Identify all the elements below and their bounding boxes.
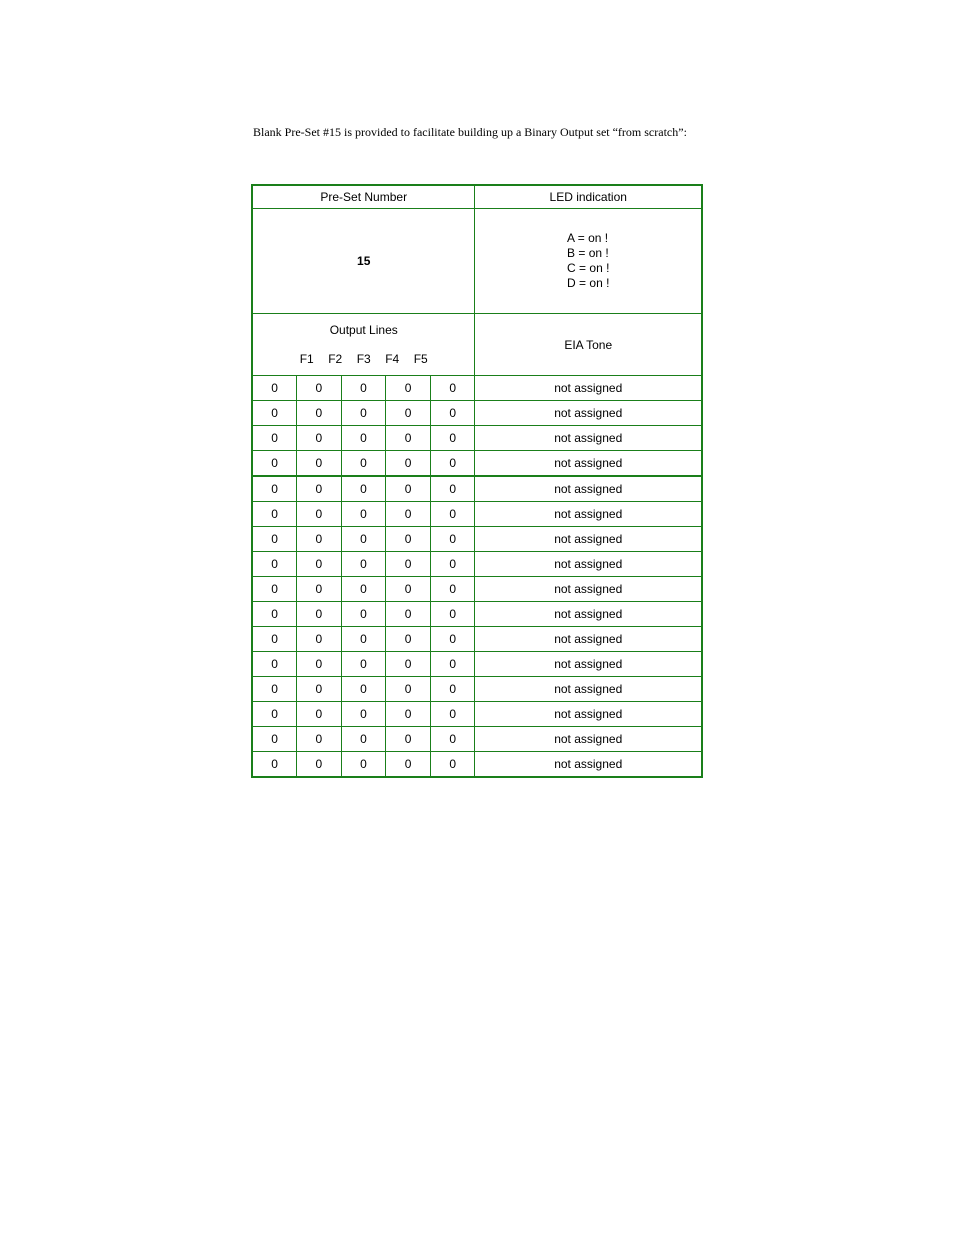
f4-value: 0 xyxy=(386,577,431,602)
f3-value: 0 xyxy=(341,752,386,778)
led-line: A = on ! xyxy=(567,231,609,245)
f4-value: 0 xyxy=(386,476,431,502)
eia-tone-value: not assigned xyxy=(475,577,702,602)
f-labels xyxy=(253,352,474,366)
f2-value: 0 xyxy=(297,552,342,577)
preset-number-header: Pre-Set Number xyxy=(252,185,475,209)
table-row xyxy=(252,702,702,727)
f4-value: 0 xyxy=(386,401,431,426)
eia-tone-value: not assigned xyxy=(475,702,702,727)
f3-value: 0 xyxy=(341,602,386,627)
header-row xyxy=(252,185,702,209)
f1-value: 0 xyxy=(252,702,297,727)
eia-tone-value: not assigned xyxy=(475,602,702,627)
eia-tone-value: not assigned xyxy=(475,451,702,477)
table-row xyxy=(252,451,702,477)
f3-value: 0 xyxy=(341,577,386,602)
table-row xyxy=(252,727,702,752)
table-row xyxy=(252,527,702,552)
preset-row xyxy=(252,209,702,314)
f1-value: 0 xyxy=(252,476,297,502)
eia-tone-value: not assigned xyxy=(475,677,702,702)
output-lines-label: Output Lines xyxy=(329,323,398,337)
f2-value: 0 xyxy=(297,426,342,451)
f5-value: 0 xyxy=(430,752,475,778)
output-lines-cell xyxy=(252,314,475,376)
f2-value: 0 xyxy=(297,502,342,527)
f5-value: 0 xyxy=(430,552,475,577)
f1-value: 0 xyxy=(252,426,297,451)
f3-value: 0 xyxy=(341,376,386,401)
f-label: F2 xyxy=(328,352,343,366)
eia-tone-value: not assigned xyxy=(475,401,702,426)
f2-value: 0 xyxy=(297,627,342,652)
f5-value: 0 xyxy=(430,677,475,702)
table-row xyxy=(252,627,702,652)
f1-value: 0 xyxy=(252,552,297,577)
f2-value: 0 xyxy=(297,401,342,426)
f1-value: 0 xyxy=(252,652,297,677)
f4-value: 0 xyxy=(386,677,431,702)
table-row xyxy=(252,376,702,401)
f4-value: 0 xyxy=(386,552,431,577)
eia-tone-value: not assigned xyxy=(475,426,702,451)
f2-value: 0 xyxy=(297,577,342,602)
output-lines-row xyxy=(252,314,702,376)
f5-value: 0 xyxy=(430,426,475,451)
f5-value: 0 xyxy=(430,401,475,426)
f3-value: 0 xyxy=(341,527,386,552)
f3-value: 0 xyxy=(341,552,386,577)
led-indication-header: LED indication xyxy=(475,185,702,209)
f-label: F1 xyxy=(299,352,314,366)
f2-value: 0 xyxy=(297,652,342,677)
f5-value: 0 xyxy=(430,702,475,727)
f5-value: 0 xyxy=(430,577,475,602)
table-row xyxy=(252,401,702,426)
table-row xyxy=(252,652,702,677)
f2-value: 0 xyxy=(297,476,342,502)
f5-value: 0 xyxy=(430,376,475,401)
f3-value: 0 xyxy=(341,476,386,502)
led-line: B = on ! xyxy=(567,246,609,260)
f4-value: 0 xyxy=(386,426,431,451)
eia-tone-value: not assigned xyxy=(475,527,702,552)
f3-value: 0 xyxy=(341,627,386,652)
eia-tone-value: not assigned xyxy=(475,376,702,401)
f3-value: 0 xyxy=(341,401,386,426)
f2-value: 0 xyxy=(297,527,342,552)
f1-value: 0 xyxy=(252,627,297,652)
f5-value: 0 xyxy=(430,476,475,502)
led-line: C = on ! xyxy=(567,261,610,275)
f3-value: 0 xyxy=(341,451,386,477)
preset-table xyxy=(251,184,703,778)
f4-value: 0 xyxy=(386,652,431,677)
f2-value: 0 xyxy=(297,677,342,702)
f1-value: 0 xyxy=(252,527,297,552)
f3-value: 0 xyxy=(341,727,386,752)
f5-value: 0 xyxy=(430,602,475,627)
f5-value: 0 xyxy=(430,451,475,477)
table-row xyxy=(252,502,702,527)
table-row xyxy=(252,577,702,602)
f4-value: 0 xyxy=(386,451,431,477)
f2-value: 0 xyxy=(297,376,342,401)
f5-value: 0 xyxy=(430,502,475,527)
f5-value: 0 xyxy=(430,727,475,752)
f1-value: 0 xyxy=(252,401,297,426)
f4-value: 0 xyxy=(386,602,431,627)
f3-value: 0 xyxy=(341,426,386,451)
f4-value: 0 xyxy=(386,502,431,527)
eia-tone-value: not assigned xyxy=(475,752,702,778)
f1-value: 0 xyxy=(252,752,297,778)
eia-tone-value: not assigned xyxy=(475,476,702,502)
table-row xyxy=(252,476,702,502)
f1-value: 0 xyxy=(252,577,297,602)
f-label: F5 xyxy=(413,352,428,366)
led-line: D = on ! xyxy=(567,276,610,290)
eia-tone-value: not assigned xyxy=(475,652,702,677)
f3-value: 0 xyxy=(341,702,386,727)
f5-value: 0 xyxy=(430,652,475,677)
preset-number-value: 15 xyxy=(252,209,475,314)
f3-value: 0 xyxy=(341,652,386,677)
f2-value: 0 xyxy=(297,752,342,778)
f4-value: 0 xyxy=(386,752,431,778)
eia-tone-header: EIA Tone xyxy=(475,314,702,376)
table-row xyxy=(252,602,702,627)
f1-value: 0 xyxy=(252,451,297,477)
table-row xyxy=(252,752,702,778)
table-row xyxy=(252,677,702,702)
eia-tone-value: not assigned xyxy=(475,502,702,527)
f4-value: 0 xyxy=(386,727,431,752)
led-indication-cell xyxy=(475,209,702,314)
eia-tone-value: not assigned xyxy=(475,627,702,652)
f2-value: 0 xyxy=(297,602,342,627)
f-label: F4 xyxy=(385,352,400,366)
f5-value: 0 xyxy=(430,627,475,652)
f4-value: 0 xyxy=(386,627,431,652)
f1-value: 0 xyxy=(252,376,297,401)
f4-value: 0 xyxy=(386,376,431,401)
f1-value: 0 xyxy=(252,677,297,702)
f2-value: 0 xyxy=(297,727,342,752)
f1-value: 0 xyxy=(252,602,297,627)
f1-value: 0 xyxy=(252,502,297,527)
led-list xyxy=(567,231,609,291)
f5-value: 0 xyxy=(430,527,475,552)
f-label: F3 xyxy=(356,352,371,366)
table-row xyxy=(252,552,702,577)
f4-value: 0 xyxy=(386,527,431,552)
intro-paragraph: Blank Pre-Set #15 is provided to facilitate building up a Binary Output set “from scratch”: xyxy=(253,125,687,139)
f1-value: 0 xyxy=(252,727,297,752)
f2-value: 0 xyxy=(297,451,342,477)
eia-tone-value: not assigned xyxy=(475,727,702,752)
f3-value: 0 xyxy=(341,502,386,527)
f3-value: 0 xyxy=(341,677,386,702)
f2-value: 0 xyxy=(297,702,342,727)
table-row xyxy=(252,426,702,451)
f4-value: 0 xyxy=(386,702,431,727)
eia-tone-value: not assigned xyxy=(475,552,702,577)
